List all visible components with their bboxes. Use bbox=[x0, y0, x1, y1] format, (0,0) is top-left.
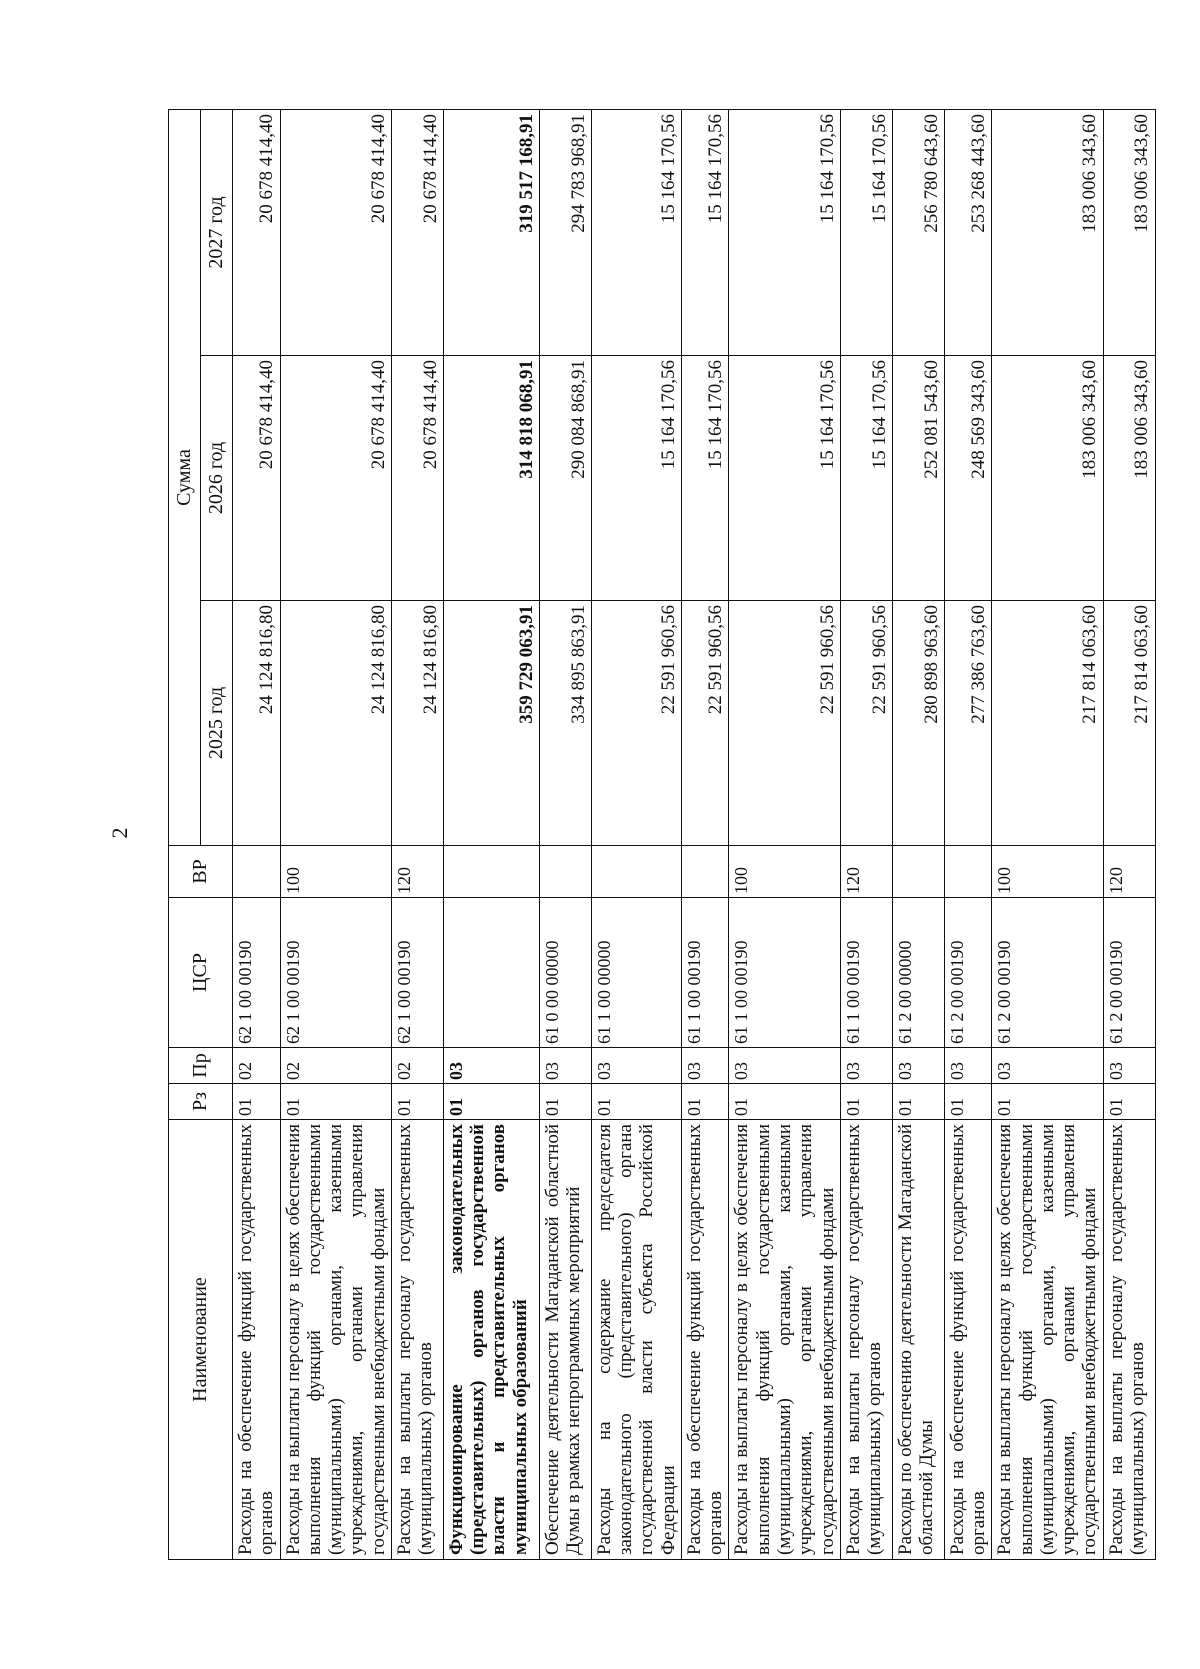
row-sum-2026: 20 678 414,40 bbox=[391, 356, 443, 601]
budget-table bbox=[168, 109, 1156, 1560]
row-sum-2025: 217 814 063,60 bbox=[1103, 601, 1155, 846]
row-vr bbox=[892, 846, 944, 898]
row-vr bbox=[944, 846, 992, 898]
row-name: Расходы на обеспечение функций государственных органов bbox=[681, 1120, 729, 1560]
table-row bbox=[681, 109, 729, 1559]
row-sum-2025: 22 591 960,56 bbox=[591, 601, 681, 846]
row-name: Расходы по обеспечению деятельности Магаданской областной Думы bbox=[892, 1120, 944, 1560]
row-sum-2026: 15 164 170,56 bbox=[729, 356, 840, 601]
table-row bbox=[729, 109, 840, 1559]
row-sum-2025: 217 814 063,60 bbox=[992, 601, 1103, 846]
row-csr: 62 1 00 00190 bbox=[233, 898, 281, 1048]
row-sum-2026: 290 084 868,91 bbox=[539, 356, 591, 601]
row-csr: 62 1 00 00190 bbox=[280, 898, 391, 1048]
row-csr: 61 2 00 00190 bbox=[944, 898, 992, 1048]
row-sum-2027: 20 678 414,40 bbox=[391, 109, 443, 355]
table-row bbox=[892, 109, 944, 1559]
row-rz: 01 bbox=[591, 1084, 681, 1120]
row-vr: 100 bbox=[992, 846, 1103, 898]
table-row bbox=[1103, 109, 1155, 1559]
header-vr: ВР bbox=[169, 846, 233, 898]
row-sum-2025: 24 124 816,80 bbox=[391, 601, 443, 846]
row-rz: 01 bbox=[729, 1084, 840, 1120]
row-vr bbox=[539, 846, 591, 898]
row-name: Расходы на обеспечение функций государственных органов bbox=[233, 1120, 281, 1560]
row-csr: 61 2 00 00190 bbox=[1103, 898, 1155, 1048]
row-sum-2027: 20 678 414,40 bbox=[233, 109, 281, 355]
page-number: 2 bbox=[107, 827, 132, 839]
table-row bbox=[840, 109, 892, 1559]
row-name: Расходы на выплаты персоналу в целях обеспечения выполнения функций государственными (муниципальными) органами, казенными учреждениями, органами управления государственными внебюджетными фондами bbox=[729, 1120, 840, 1560]
row-sum-2026: 20 678 414,40 bbox=[233, 356, 281, 601]
row-vr: 120 bbox=[840, 846, 892, 898]
row-pr: 03 bbox=[840, 1048, 892, 1084]
row-rz: 01 bbox=[892, 1084, 944, 1120]
rotated-table-frame bbox=[168, 110, 1153, 1560]
row-sum-2027: 20 678 414,40 bbox=[280, 109, 391, 355]
row-sum-2025: 24 124 816,80 bbox=[233, 601, 281, 846]
row-rz: 01 bbox=[539, 1084, 591, 1120]
row-sum-2027: 183 006 343,60 bbox=[1103, 109, 1155, 355]
row-csr: 61 1 00 00000 bbox=[591, 898, 681, 1048]
table-row bbox=[233, 109, 281, 1559]
row-sum-2027: 183 006 343,60 bbox=[992, 109, 1103, 355]
table-row bbox=[391, 109, 443, 1559]
row-rz: 01 bbox=[944, 1084, 992, 1120]
row-csr: 62 1 00 00190 bbox=[391, 898, 443, 1048]
row-pr: 03 bbox=[892, 1048, 944, 1084]
row-pr: 03 bbox=[681, 1048, 729, 1084]
row-sum-2026: 20 678 414,40 bbox=[280, 356, 391, 601]
row-vr: 120 bbox=[1103, 846, 1155, 898]
row-vr bbox=[443, 846, 539, 898]
row-sum-2025: 359 729 063,91 bbox=[443, 601, 539, 846]
row-sum-2026: 183 006 343,60 bbox=[1103, 356, 1155, 601]
row-name: Расходы на выплаты персоналу государственных (муниципальных) органов bbox=[1103, 1120, 1155, 1560]
budget-table-container bbox=[168, 110, 1153, 1560]
row-rz: 01 bbox=[1103, 1084, 1155, 1120]
table-row bbox=[280, 109, 391, 1559]
table-row bbox=[992, 109, 1103, 1559]
row-rz: 01 bbox=[280, 1084, 391, 1120]
row-vr: 100 bbox=[729, 846, 840, 898]
row-vr: 120 bbox=[391, 846, 443, 898]
row-pr: 03 bbox=[944, 1048, 992, 1084]
row-vr bbox=[591, 846, 681, 898]
row-sum-2025: 334 895 863,91 bbox=[539, 601, 591, 846]
row-csr: 61 2 00 00190 bbox=[992, 898, 1103, 1048]
row-sum-2027: 15 164 170,56 bbox=[840, 109, 892, 355]
row-sum-2025: 280 898 963,60 bbox=[892, 601, 944, 846]
row-rz: 01 bbox=[992, 1084, 1103, 1120]
row-name: Расходы на выплаты персоналу в целях обеспечения выполнения функций государственными (муниципальными) органами, казенными учреждениями, органами управления государственными внебюджетными фондами bbox=[280, 1120, 391, 1560]
row-sum-2026: 248 569 343,60 bbox=[944, 356, 992, 601]
row-pr: 03 bbox=[1103, 1048, 1155, 1084]
row-sum-2027: 15 164 170,56 bbox=[729, 109, 840, 355]
row-vr bbox=[233, 846, 281, 898]
row-name: Расходы на выплаты персоналу государственных (муниципальных) органов bbox=[840, 1120, 892, 1560]
row-vr: 100 bbox=[280, 846, 391, 898]
header-csr: ЦСР bbox=[169, 898, 233, 1048]
table-row bbox=[944, 109, 992, 1559]
row-name: Расходы на содержание председателя законодательного (представительного) органа государственной власти субъекта Российской Федерации bbox=[591, 1120, 681, 1560]
row-sum-2025: 22 591 960,56 bbox=[729, 601, 840, 846]
row-name: Обеспечение деятельности Магаданской областной Думы в рамках непрограммных мероприятий bbox=[539, 1120, 591, 1560]
row-vr bbox=[681, 846, 729, 898]
row-csr: 61 1 00 00190 bbox=[840, 898, 892, 1048]
header-name: Наименование bbox=[169, 1120, 233, 1560]
row-name: Функционирование законодательных (представительных) органов государственной власти и представительных органов муниципальных образований bbox=[443, 1120, 539, 1560]
header-year-2025: 2025 год bbox=[201, 601, 233, 846]
row-sum-2027: 253 268 443,60 bbox=[944, 109, 992, 355]
row-pr: 03 bbox=[591, 1048, 681, 1084]
row-csr: 61 1 00 00190 bbox=[729, 898, 840, 1048]
row-sum-2026: 15 164 170,56 bbox=[591, 356, 681, 601]
table-row bbox=[591, 109, 681, 1559]
row-sum-2026: 314 818 068,91 bbox=[443, 356, 539, 601]
row-sum-2027: 256 780 643,60 bbox=[892, 109, 944, 355]
row-pr: 03 bbox=[443, 1048, 539, 1084]
row-pr: 02 bbox=[280, 1048, 391, 1084]
row-rz: 01 bbox=[840, 1084, 892, 1120]
row-pr: 03 bbox=[729, 1048, 840, 1084]
row-rz: 01 bbox=[681, 1084, 729, 1120]
row-sum-2027: 319 517 168,91 bbox=[443, 109, 539, 355]
row-sum-2025: 22 591 960,56 bbox=[681, 601, 729, 846]
row-sum-2027: 15 164 170,56 bbox=[681, 109, 729, 355]
row-sum-2026: 183 006 343,60 bbox=[992, 356, 1103, 601]
row-sum-2026: 252 081 543,60 bbox=[892, 356, 944, 601]
row-csr: 61 2 00 00000 bbox=[892, 898, 944, 1048]
row-sum-2026: 15 164 170,56 bbox=[681, 356, 729, 601]
row-rz: 01 bbox=[443, 1084, 539, 1120]
row-pr: 03 bbox=[992, 1048, 1103, 1084]
row-pr: 02 bbox=[233, 1048, 281, 1084]
row-sum-2027: 15 164 170,56 bbox=[591, 109, 681, 355]
row-name: Расходы на обеспечение функций государственных органов bbox=[944, 1120, 992, 1560]
row-name: Расходы на выплаты персоналу государственных (муниципальных) органов bbox=[391, 1120, 443, 1560]
row-csr: 61 0 00 00000 bbox=[539, 898, 591, 1048]
header-year-2026: 2026 год bbox=[201, 356, 233, 601]
row-rz: 01 bbox=[233, 1084, 281, 1120]
row-sum-2025: 22 591 960,56 bbox=[840, 601, 892, 846]
row-rz: 01 bbox=[391, 1084, 443, 1120]
header-year-2027: 2027 год bbox=[201, 109, 233, 355]
header-rz: Рз bbox=[169, 1084, 233, 1120]
row-sum-2025: 277 386 763,60 bbox=[944, 601, 992, 846]
header-pr: Пр bbox=[169, 1048, 233, 1084]
row-csr bbox=[443, 898, 539, 1048]
table-row bbox=[443, 109, 539, 1559]
row-pr: 02 bbox=[391, 1048, 443, 1084]
row-pr: 03 bbox=[539, 1048, 591, 1084]
row-csr: 61 1 00 00190 bbox=[681, 898, 729, 1048]
row-sum-2026: 15 164 170,56 bbox=[840, 356, 892, 601]
row-name: Расходы на выплаты персоналу в целях обеспечения выполнения функций государственными (муниципальными) органами, казенными учреждениями, органами управления государственными внебюджетными фондами bbox=[992, 1120, 1103, 1560]
table-row bbox=[539, 109, 591, 1559]
table-body bbox=[233, 109, 1156, 1559]
row-sum-2025: 24 124 816,80 bbox=[280, 601, 391, 846]
header-sum: Сумма bbox=[169, 109, 201, 845]
row-sum-2027: 294 783 968,91 bbox=[539, 109, 591, 355]
